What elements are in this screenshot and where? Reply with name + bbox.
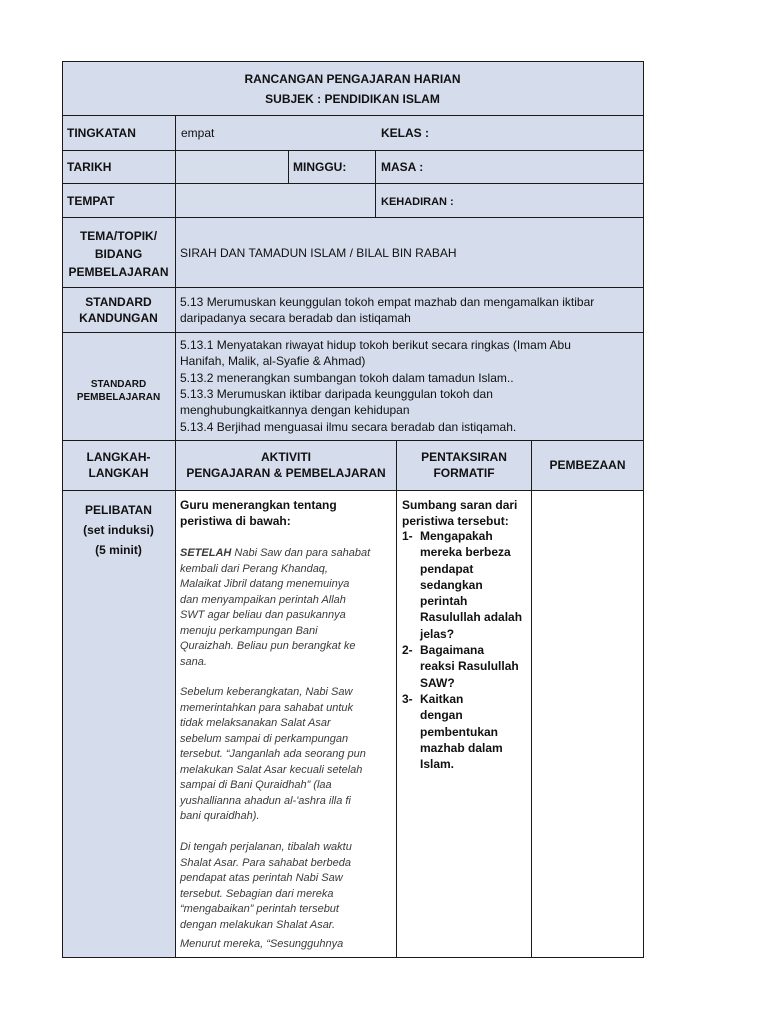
grid-line — [175, 115, 176, 958]
tarikh-value-bg — [176, 150, 288, 183]
col-langkah: LANGKAH- LANGKAH — [86, 450, 151, 480]
grid-line — [62, 332, 644, 333]
col-aktiviti: AKTIVITI PENGAJARAN & PEMBELAJARAN — [186, 450, 386, 480]
story-paragraph-2: Sebelum keberangkatan, Nabi Saw memerintahkan para sahabat untuk tidak melaksanakan Salat Asar sebelum sampai di perkampungan tersebut. “Janganlah ada seorang pun melakukan Salat Asar kecuali setelah sampai di Bani Quraidhah” (laa yushallianna ahadun al-'ashra illa fi bani quraidhah). — [180, 686, 366, 822]
question-number: 2- — [402, 643, 413, 658]
list-item — [402, 691, 530, 772]
kehadiran-label: KEHADIRAN : — [381, 196, 454, 208]
sp-item: 5.13.1 Menyatakan riwayat hidup tokoh berikut secara ringkas (Imam Abu Hanifah, Malik, al-Syafie & Ahmad) — [180, 338, 571, 368]
grid-line — [288, 150, 289, 183]
standard-pembelajaran-label: STANDARD PEMBELAJARAN — [76, 379, 161, 403]
page-title: RANCANGAN PENGAJARAN HARIAN — [244, 72, 461, 86]
grid-line — [62, 115, 644, 116]
story-paragraph-3: Di tengah perjalanan, tibalah waktu Shalat Asar. Para sahabat berbeda pendapat atas perintah Nabi Saw tersebut. Sebagian dari mereka “mengabaikan” perintah tersebut dengan melakukan Shalat Asar. — [180, 841, 352, 931]
grid-line — [62, 150, 644, 151]
story-paragraph-4: Menurut mereka, “Sesungguhnya — [180, 938, 344, 950]
masa-label: MASA : — [381, 160, 424, 174]
question-text: Mengapakah mereka berbeza pendapat sedangkan perintah Rasulullah adalah jelas? — [420, 529, 523, 641]
grid-line — [375, 150, 376, 217]
question-text: Kaitkan dengan pembentukan mazhab dalam Islam. — [420, 691, 503, 772]
minggu-label: MINGGU: — [293, 160, 347, 174]
sp-item: 5.13.3 Merumuskan iktibar daripada keunggulan tokoh dan menghubungkaitkannya dengan kehidupan — [180, 387, 493, 417]
sp-item: 5.13.4 Berjihad menguasai ilmu secara beradab dan istiqamah. — [180, 420, 517, 434]
question-list — [402, 528, 530, 772]
grid-line — [62, 61, 644, 62]
question-number: 3- — [402, 691, 413, 706]
col-pembezaan: PEMBEZAAN — [549, 458, 626, 472]
col-pentaksiran: PENTAKSIRAN FORMATIF — [421, 450, 507, 480]
grid-line — [62, 440, 644, 441]
tema-value: SIRAH DAN TAMADUN ISLAM / BILAL BIN RABAH — [180, 246, 457, 260]
grid-line — [62, 287, 644, 288]
grid-line — [62, 217, 644, 218]
standard-kandungan-label: STANDARD KANDUNGAN — [79, 295, 158, 325]
tempat-label: TEMPAT — [67, 194, 115, 208]
tarikh-label: TARIKH — [67, 160, 112, 174]
grid-line — [396, 440, 397, 958]
tempat-value-bg — [176, 184, 375, 217]
standard-kandungan-value: 5.13 Merumuskan keunggulan tokoh empat mazhab dan mengamalkan iktibar daripadanya secara beradab dan istiqamah — [180, 295, 595, 325]
story-paragraph-1 — [180, 546, 394, 670]
pelibatan-label-bg — [62, 490, 175, 958]
pelibatan-intro: Guru menerangkan tentang peristiwa di bawah: — [180, 498, 337, 528]
sp-item: 5.13.2 menerangkan sumbangan tokoh dalam tamadun Islam.. — [180, 371, 514, 385]
story-lead: SETELAH — [180, 547, 232, 559]
tema-label: TEMA/TOPIK/ BIDANG PEMBELAJARAN — [68, 229, 169, 279]
list-item — [402, 528, 530, 642]
question-text: Bagaimana reaksi Rasulullah SAW? — [420, 643, 519, 690]
story-text: Nabi Saw dan para sahabat kembali dari Perang Khandaq, Malaikat Jibril datang menemuinya dan menyampaikan perintah Allah SWT agar beliau dan pasukannya menuju perkampungan Bani Quraizhah. Beliau pun berangkat ke sana. — [180, 547, 371, 668]
tingkatan-value: empat — [181, 126, 215, 140]
question-number: 1- — [402, 529, 413, 543]
pentaksiran-intro: Sumbang saran dari peristiwa tersebut: — [402, 498, 518, 528]
grid-line — [531, 440, 532, 958]
kelas-label: KELAS : — [381, 126, 429, 140]
grid-line — [62, 490, 644, 491]
grid-line — [643, 61, 644, 958]
grid-line — [62, 957, 644, 958]
subject-title: SUBJEK : PENDIDIKAN ISLAM — [265, 92, 440, 106]
tingkatan-label: TINGKATAN — [67, 126, 136, 140]
pelibatan-label: PELIBATAN (set induksi) (5 minit) — [83, 503, 154, 557]
list-item — [402, 642, 530, 691]
grid-line — [62, 183, 644, 184]
